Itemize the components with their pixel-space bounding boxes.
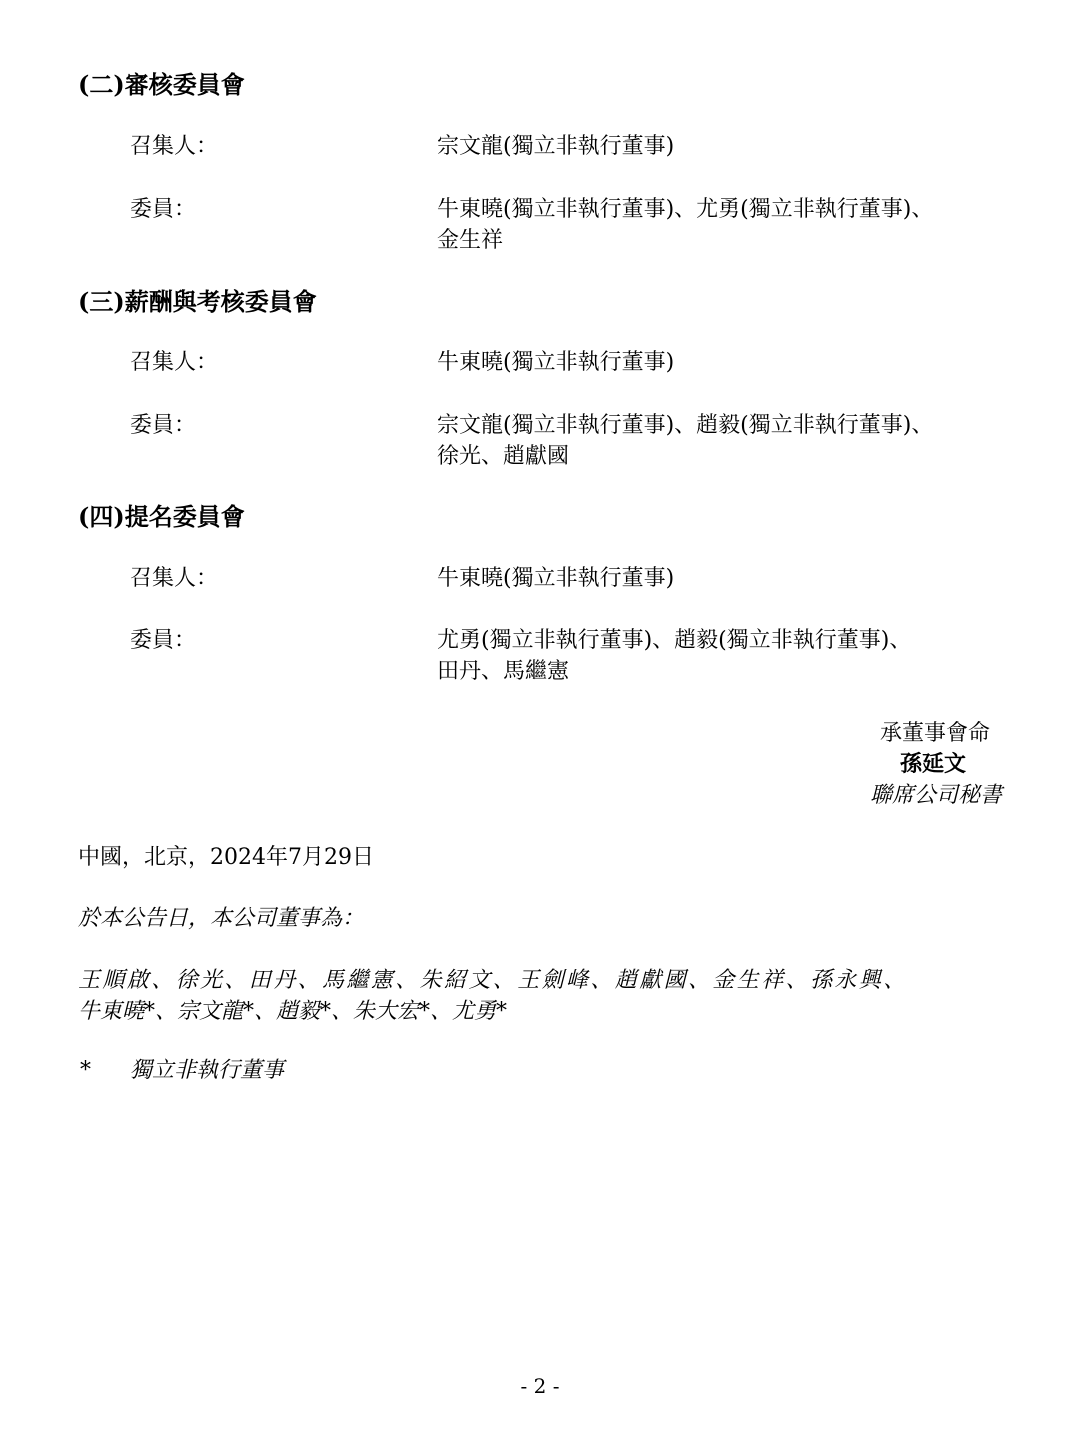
place-date: 中國，北京，2024年7月29日 [78,845,374,870]
section-heading-audit: (二)審核委員會 [78,70,245,99]
directors-list-line-1: 王順啟、徐光、田丹、馬繼憲、朱紹文、王劍峰、趙獻國、金生祥、孫永興、 [78,968,908,993]
members-line-1: 牛東曉(獨立非執行董事)、尤勇(獨立非執行董事)、 [437,197,934,222]
section-heading-remuneration: (三)薪酬與考核委員會 [78,287,317,316]
members-label: 委員： [130,628,197,653]
signature-title: 聯席公司秘書 [869,783,1002,808]
members-line-2: 田丹、馬繼憲 [437,659,570,684]
members-label: 委員： [130,197,197,222]
signature-name: 孫延文 [899,751,966,777]
convener-value: 宗文龍(獨立非執行董事) [437,134,675,159]
convener-label: 召集人： [130,350,219,375]
members-line-1: 尤勇(獨立非執行董事)、趙毅(獨立非執行董事)、 [437,628,912,653]
members-line-2: 金生祥 [437,228,504,253]
members-label: 委員： [130,413,197,438]
signature-order: 承董事會命 [879,721,990,746]
convener-label: 召集人： [130,134,219,159]
page-number: - 2 - [520,1374,560,1398]
directors-list-line-2: 牛東曉*、宗文龍*、趙毅*、朱大宏*、尤勇* [78,999,508,1024]
convener-value: 牛東曉(獨立非執行董事) [437,566,675,591]
members-line-1: 宗文龍(獨立非執行董事)、趙毅(獨立非執行董事)、 [437,413,934,438]
section-heading-nomination: (四)提名委員會 [78,502,245,531]
footnote-text: 獨立非執行董事 [130,1058,285,1083]
footnote-mark: * [80,1058,91,1083]
convener-label: 召集人： [130,566,219,591]
convener-value: 牛東曉(獨立非執行董事) [437,350,675,375]
members-line-2: 徐光、趙獻國 [437,444,570,469]
directors-intro: 於本公告日，本公司董事為： [78,906,365,931]
